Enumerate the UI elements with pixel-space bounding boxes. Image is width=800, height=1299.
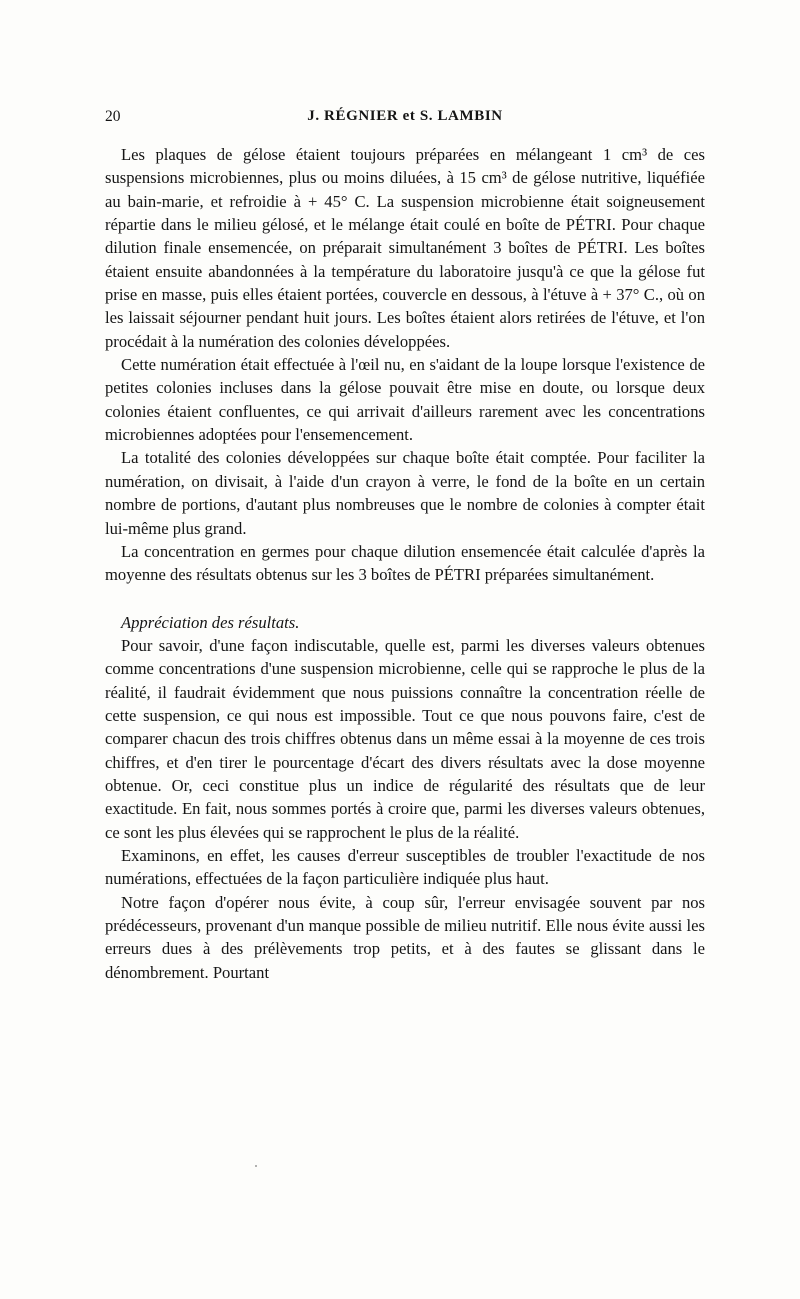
section-spacer (105, 587, 705, 611)
running-head: J. RÉGNIER et S. LAMBIN (307, 108, 503, 124)
page-number: 20 (105, 108, 121, 125)
page-header (105, 108, 705, 132)
paragraph: Notre façon d'opérer nous évite, à coup sûr, l'erreur envisagée souvent par nos prédécesseurs, provenant d'un manque possible de milieu nutritif. Elle nous évite aussi les erreurs dues à des prélèvements trop petits, et à des fautes se glissant dans le dénombrement. Pourtant (105, 892, 705, 982)
paragraph: Cette numération était effectuée à l'œil nu, en s'aidant de la loupe lorsque l'existence de petites colonies incluses dans la gélose pouvait être mise en doute, ou lorsque deux colonies étaient confluentes, ce qui arrivait d'ailleurs rarement avec les concentrations microbiennes adoptées pour l'ensemencement. (105, 355, 705, 445)
body-text (105, 143, 705, 984)
paragraph: Examinons, en effet, les causes d'erreur susceptibles de troubler l'exactitude de nos numérations, effectuées de la façon particulière indiquée plus haut. (105, 845, 705, 889)
paragraph: La totalité des colonies développées sur chaque boîte était comptée. Pour faciliter la numération, on divisait, à l'aide d'un crayon à verre, le fond de la boîte en un certain nombre de portions, d'autant plus nombreuses que le nombre de colonies à compter était lui-même plus grand. (105, 448, 705, 538)
paragraph: Pour savoir, d'une façon indiscutable, quelle est, parmi les diverses valeurs obtenues comme concentrations d'une suspension microbienne, celle qui se rapproche le plus de la réalité, il faudrait évidemment que nous puissions connaître la concentration réelle de cette suspension, ce qui nous est impossible. Tout ce que nous pouvons faire, c'est de comparer chacun des trois chiffres obtenus dans un même essai à la moyenne de ces trois chiffres, et d'en tirer le pourcentage d'écart des divers résultats avec la dose moyenne obtenue. Or, ceci constitue plus un indice de régularité des résultats que de leur exactitude. En fait, nous sommes portés à croire que, parmi les diverses valeurs obtenues, ce sont les plus élevées qui se rapprochent le plus de la réalité. (105, 635, 705, 842)
print-speck (255, 1165, 257, 1167)
paragraph: Les plaques de gélose étaient toujours préparées en mélangeant 1 cm³ de ces suspensions microbiennes, plus ou moins diluées, à 15 cm³ de gélose nutritive, liquéfiée au bain-marie, et refroidie à + 45° C. La suspension microbienne était soigneusement répartie dans le milieu gélosé, et le mélange était coulé en boîte de PÉTRI. Pour chaque dilution finale ensemencée, on préparait simultanément 3 boîtes de PÉTRI. Les boîtes étaient ensuite abandonnées à la température du laboratoire jusqu'à ce que la gélose fut prise en masse, puis elles étaient portées, couvercle en dessous, à l'étuve à + 37° C., où on les laissait séjourner pendant huit jours. Les boîtes étaient alors retirées de l'étuve, et l'on procédait à la numération des colonies développées. (105, 145, 705, 351)
section-title: Appréciation des résultats. (121, 612, 300, 632)
paragraph: La concentration en germes pour chaque dilution ensemencée était calculée d'après la moyenne des résultats obtenus sur les 3 boîtes de PÉTRI préparées simultanément. (105, 541, 705, 585)
